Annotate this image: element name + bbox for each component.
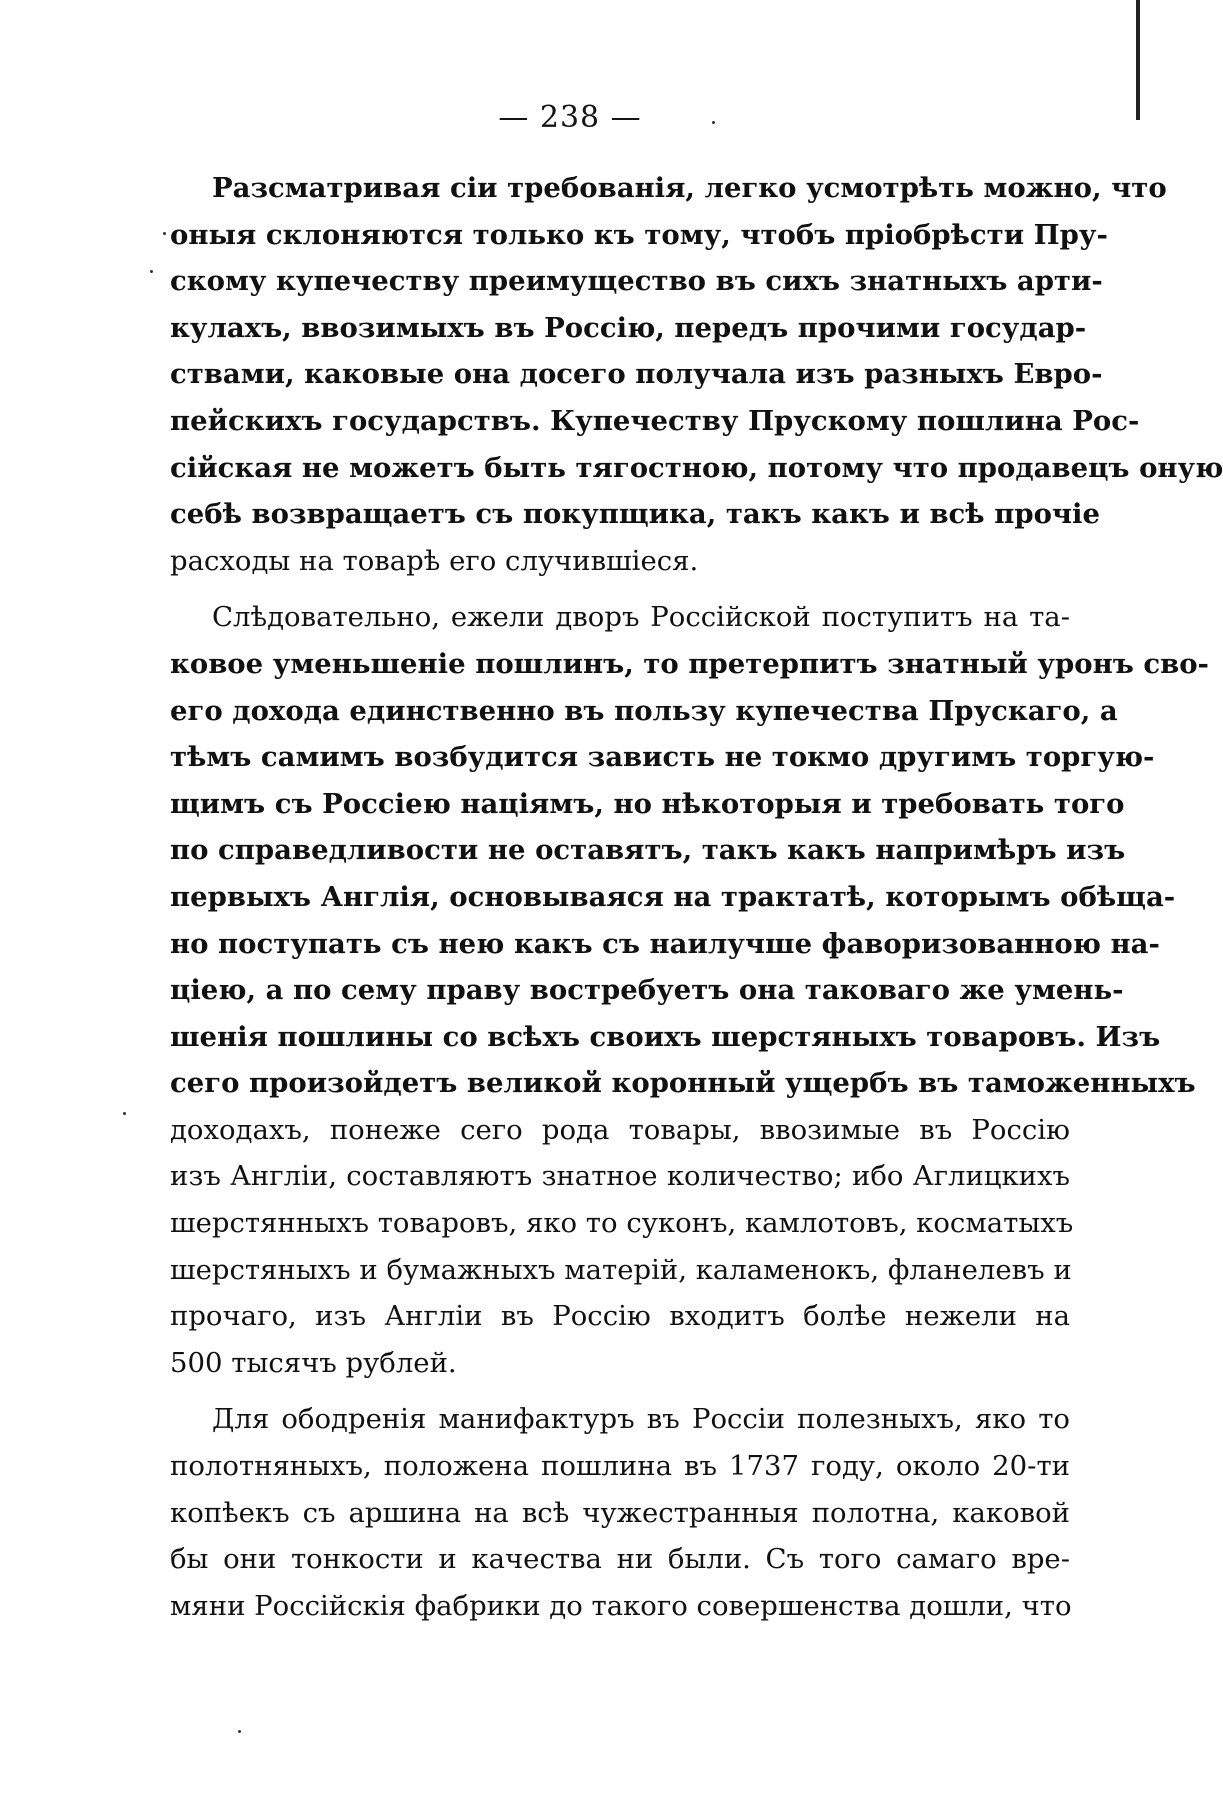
text-line: тѣмъ самимъ возбудится зависть не токмо другимъ торгую- xyxy=(170,741,1155,774)
page-number: — 238 — xyxy=(498,100,642,135)
text-line: расходы на товарѣ его случившіеся. xyxy=(170,544,699,577)
text-line: шерстяныхъ и бумажныхъ матерій, каламенокъ, фланелевъ и xyxy=(170,1253,1072,1286)
text-line: ковое уменьшеніе пошлинъ, то претерпитъ знатный уронъ сво- xyxy=(170,647,1209,680)
text-line: сійская не можетъ быть тягостною, потому что продавецъ оную xyxy=(170,451,1223,484)
text-line: первыхъ Англія, основываяся на трактатѣ, которымъ обѣща- xyxy=(170,880,1176,913)
text-line: шерстянныхъ товаровъ, яко то суконъ, камлотовъ, косматыхъ xyxy=(170,1207,1074,1240)
text-line: ціею, а по сему праву востребуетъ она таковаго же умень- xyxy=(170,974,1124,1007)
text-line: но поступать съ нею какъ съ наилучше фаворизованною на- xyxy=(170,927,1160,960)
print-speck xyxy=(712,121,715,124)
text-line: мяни Россійскія фабрики до такого совершенства дошли, что xyxy=(170,1589,1072,1622)
print-speck xyxy=(123,1112,126,1115)
text-line: по справедливости не оставятъ, такъ какъ напримѣръ изъ xyxy=(170,834,1126,867)
text-line: Разсматривая сіи требованія, легко усмотрѣть можно, что xyxy=(212,172,1167,204)
text-line: оныя склоняются только къ тому, чтобъ пріобрѣсти Пру- xyxy=(170,218,1108,251)
print-speck xyxy=(238,1730,241,1733)
print-speck xyxy=(163,232,166,235)
print-speck xyxy=(150,270,153,273)
text-line: щимъ съ Россіею націямъ, но нѣкоторыя и требовать того xyxy=(170,787,1125,820)
text-line: доходахъ, понеже сего рода товары, ввозимые въ Россію xyxy=(170,1113,1070,1146)
text-line: пейскихъ государствъ. Купечеству Прускому пошлина Рос- xyxy=(170,404,1140,437)
text-line: сего произойдетъ великой коронный ущербъ въ таможенныхъ xyxy=(170,1067,1196,1100)
text-line: бы они тонкости и качества ни были. Съ того самаго вре- xyxy=(170,1543,1070,1576)
text-line: его дохода единственно въ пользу купечества Прускаго, а xyxy=(170,694,1118,727)
paragraph-1 xyxy=(170,165,1223,584)
text-line: скому купечеству преимущество въ сихъ знатныхъ арти- xyxy=(170,265,1103,298)
text-line: ствами, каковые она досего получала изъ разныхъ Евро- xyxy=(170,358,1103,391)
text-line: изъ Англіи, составляютъ знатное количество; ибо Аглицкихъ xyxy=(170,1160,1070,1193)
body-text xyxy=(170,165,1223,1639)
paragraph-2 xyxy=(170,594,1209,1386)
text-line: прочаго, изъ Англіи въ Россію входитъ болѣе нежели на xyxy=(170,1300,1070,1333)
text-line: Слѣдовательно, ежели дворъ Россійской поступитъ на та- xyxy=(212,601,1070,634)
paragraph-3 xyxy=(170,1396,1070,1629)
text-line: кулахъ, ввозимыхъ въ Россію, передъ прочими государ- xyxy=(170,311,1087,344)
text-line: Для ободренія манифактуръ въ Россіи полезныхъ, яко то xyxy=(212,1403,1070,1436)
text-line: 500 тысячъ рублей. xyxy=(170,1346,457,1379)
text-line: шенія пошлины со всѣхъ своихъ шерстяныхъ товаровъ. Изъ xyxy=(170,1020,1161,1053)
text-line: копѣекъ съ аршина на всѣ чужестранныя полотна, каковой xyxy=(170,1496,1070,1529)
text-line: полотняныхъ, положена пошлина въ 1737 году, около 20-ти xyxy=(170,1450,1070,1483)
text-line: себѣ возвращаетъ съ покупщика, такъ какъ и всѣ прочіе xyxy=(170,498,1100,531)
